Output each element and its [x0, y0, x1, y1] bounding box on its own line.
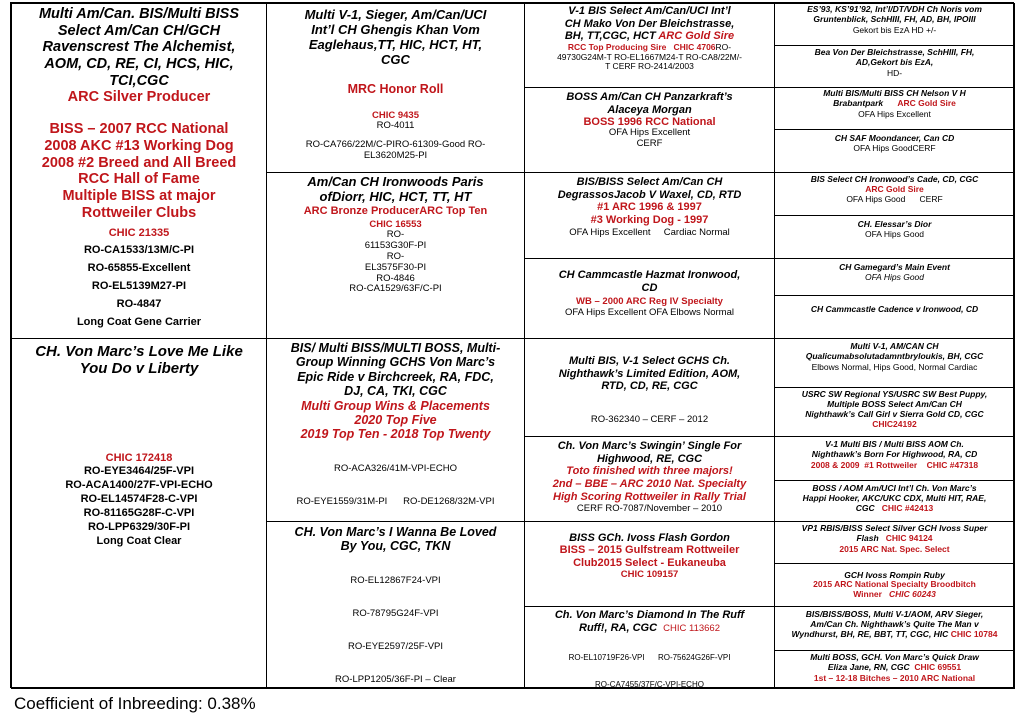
- gen4-cell-5: [774, 172, 1015, 216]
- dam-cell: [11, 338, 267, 689]
- gen3-5-health: RO-362340 – CERF – 2012: [590, 413, 709, 425]
- gen4-6-name: CH. Elessar’s Dior: [857, 219, 932, 229]
- gen3-8-name: Ch. Von Marc’s Diamond In The Ruff Ruff!, RA, CGC CHIC 113662: [554, 609, 745, 634]
- gen4-15-name: BIS/BISS/BOSS, Multi V-1/AOM, ARV Sieger, Am/Can Ch. Nighthawk’s Quite The Man v Wyndhurst, BH, RE, BBT, TT, CGC, HIC CHIC 10784: [791, 609, 998, 639]
- gen3-1-health: RCC Top Producing Sire CHIC 4706RO- 49730G24M-T RO-EL1667M24-T RO-CA8/22M/- T CERF RO-2414/2003: [557, 41, 742, 72]
- gen4-5-name: BIS Select CH Ironwood’s Cade, CD, CGC: [810, 174, 979, 184]
- gen4-16-chic: CHIC 69551: [914, 661, 962, 672]
- gen3-cell-7: [524, 521, 775, 607]
- gen4-7-name: CH Gamegard’s Main Event: [839, 262, 950, 272]
- gen3-cell-4: [524, 258, 775, 339]
- gen3-6-award: Toto finished with three majors! 2nd – BBE – ARC 2010 Nat. Specialty High Scoring Rottweiler in Rally Trial: [552, 465, 747, 503]
- gen2-3-wins: Multi Group Wins & Placements 2020 Top Five 2019 Top Ten - 2018 Top Twenty: [300, 398, 491, 442]
- gen2-1-honor: MRC Honor Roll: [347, 81, 444, 96]
- gen4-16-name: Multi BOSS, GCH. Von Marc’s Quick Draw Eliza Jane, RN, CGC CHIC 69551: [810, 652, 979, 672]
- gen2-2-health: RO- 61153G30F-PI RO- EL3575F30-PI RO-4846 RO-CA1529/63F/C-PI: [349, 228, 442, 295]
- gen3-7-name: BISS GCh. Ivoss Flash Gordon: [569, 532, 730, 544]
- gen4-6-health: OFA Hips Good: [864, 229, 925, 239]
- gen2-2-chic: CHIC 16553: [369, 218, 422, 230]
- gen3-4-award: WB – 2000 ARC Reg IV Specialty: [576, 296, 723, 308]
- gen4-3-health: OFA Hips Excellent: [858, 108, 931, 119]
- gen2-cell-1: [266, 3, 525, 173]
- gen4-cell-16: [774, 650, 1015, 689]
- gen4-12-chic: CHIC #42413: [881, 502, 934, 513]
- gen2-cell-3: [266, 338, 525, 522]
- gen3-1-award: ARC Gold Sire: [658, 30, 735, 43]
- gen3-cell-6: [524, 436, 775, 522]
- gen3-8-chic: CHIC 113662: [663, 622, 720, 634]
- gen4-cell-11: [774, 436, 1015, 481]
- gen3-8-health: RO-EL10719F26-VPI RO-75624G26F-VPI RO-CA7455/37F/C-VPI-ECHO: [568, 652, 731, 689]
- pedigree-table: [10, 2, 1014, 688]
- gen4-4-name: CH SAF Moondancer, Can CD: [834, 133, 955, 143]
- gen4-cell-1: [774, 3, 1015, 46]
- gen4-3-award: ARC Gold Sire: [897, 97, 956, 108]
- gen3-3-health: OFA Hips Excellent Cardiac Normal: [569, 226, 730, 238]
- gen3-2-health: OFA Hips Excellent CERF: [608, 127, 691, 150]
- gen3-4-name: CH Cammcastle Hazmat Ironwood, CD: [558, 269, 741, 294]
- gen4-13-award: 2015 ARC Nat. Spec. Select: [839, 543, 950, 554]
- gen2-4-name: CH. Von Marc’s I Wanna Be Loved By You, CGC, TKN: [294, 525, 497, 554]
- gen4-16-award: 1st – 12-18 Bitches – 2010 ARC National: [813, 672, 976, 683]
- gen4-cell-14: [774, 563, 1015, 607]
- sire-health: RO-CA1533/13M/C-PI RO-65855-Excellent RO-EL5139M27-PI RO-4847 Long Coat Gene Carrier: [76, 244, 202, 329]
- gen3-2-award: BOSS 1996 RCC National: [583, 116, 716, 129]
- gen3-cell-8: [524, 606, 775, 689]
- gen4-14-chic: CHIC 60243: [889, 588, 936, 599]
- gen4-1-health: Gekort bis EzA HD +/-: [852, 24, 937, 35]
- gen3-3-award: #1 ARC 1996 & 1997 #3 Working Dog - 1997: [590, 201, 709, 226]
- gen2-2-producer: ARC Bronze ProducerARC Top Ten: [303, 204, 488, 217]
- gen2-1-health: RO-4011 RO-CA766/22M/C-PIRO-61309-Good RO- EL3620M25-PI: [305, 119, 486, 161]
- gen4-2-name: Bea Von Der Bleichstrasse, SchHIII, FH, AD,Gekort bis EzA,: [814, 47, 975, 67]
- gen4-11-award: 2008 & 2009 #1 Rottweiler CHIC #47318: [810, 459, 979, 470]
- gen4-10-chic: CHIC24192: [872, 419, 917, 430]
- gen4-2-health: HD-: [886, 67, 903, 78]
- gen4-cell-7: [774, 258, 1015, 296]
- gen3-cell-3: [524, 172, 775, 259]
- gen4-10-name: USRC SW Regional YS/USRC SW Best Puppy, Multiple BOSS Select Am/Can CH Nighthawk’s Call Girl v Sierra Gold CD, CGC: [801, 389, 988, 419]
- gen4-11-name: V-1 Multi BIS / Multi BISS AOM Ch. Nighthawk’s Born For Highwood, RA, CD: [811, 439, 978, 459]
- sire-cell: [11, 3, 267, 339]
- gen4-8-name: CH Cammcastle Cadence v Ironwood, CD: [810, 304, 979, 314]
- gen2-1-chic: CHIC 9435: [372, 109, 419, 121]
- gen3-6-name: Ch. Von Marc’s Swingin’ Single For Highwood, RE, CGC: [557, 440, 742, 465]
- gen4-cell-12: [774, 480, 1015, 522]
- sire-name: Multi Am/Can. BIS/Multi BISS Select Am/Can CH/GCH Ravenscrest The Alchemist, AOM, CD, RE, CI, HCS, HIC, TCI,CGC: [38, 6, 240, 89]
- gen4-3-name: Multi BIS/Multi BISS CH Nelson V H Brabantpark ARC Gold Sire: [823, 88, 966, 108]
- gen4-5-health: OFA Hips Good CERF: [846, 194, 943, 204]
- gen2-cell-4: [266, 521, 525, 689]
- gen3-3-name: BIS/BISS Select Am/Can CH DegrassosJacob V Waxel, CD, RTD: [557, 176, 742, 201]
- gen4-cell-8: [774, 295, 1015, 339]
- gen4-14-name: GCH Ivoss Rompin Ruby: [844, 570, 945, 580]
- gen4-cell-9: [774, 338, 1015, 388]
- gen3-5-name: Multi BIS, V-1 Select GCHS Ch. Nighthawk’s Limited Edition, AOM, RTD, CD, RE, CGC: [558, 355, 741, 393]
- gen2-4-health: RO-EL12867F24-VPI RO-78795G24F-VPI RO-EYE2597/25F-VPI RO-LPP1205/36F-PI – Clear: [335, 574, 456, 685]
- dam-name: CH. Von Marc’s Love Me Like You Do v Liberty: [35, 343, 243, 378]
- gen2-cell-2: [266, 172, 525, 339]
- gen4-9-name: Multi V-1, AM/CAN CH Qualicumabsolutadamntbryloukis, BH, CGC: [805, 341, 984, 361]
- sire-producer: ARC Silver Producer: [67, 89, 211, 106]
- gen4-cell-10: [774, 387, 1015, 437]
- coefficient-of-inbreeding: Coefficient of Inbreeding: 0.38%: [14, 694, 256, 713]
- gen3-7-chic: CHIC 109157: [620, 569, 679, 581]
- gen3-1-name: V-1 BIS Select Am/Can/UCI Int’l CH Mako Von Der Bleichstrasse, BH, TT,CGC, HCT ARC Gold Sire: [564, 5, 735, 43]
- gen4-cell-3: [774, 87, 1015, 130]
- dam-health: RO-EYE3464/25F-VPI RO-ACA1400/27F-VPI-ECHO RO-EL14574F28-C-VPI RO-81165G28F-C-VPI RO-LPP6329/30F-PI Long Coat Clear: [65, 464, 213, 547]
- gen3-6-health: CERF RO-7087/November – 2010: [576, 503, 723, 515]
- gen4-13-chic: CHIC 94124: [885, 532, 933, 543]
- gen2-2-name: Am/Can CH Ironwoods Paris ofDiorr, HIC, HCT, TT, HT: [307, 174, 484, 204]
- gen4-15-chic: CHIC 10784: [950, 628, 998, 639]
- gen4-14-award: 2015 ARC National Specialty Broodbitch Winner CHIC 60243: [813, 579, 976, 599]
- gen4-13-name: VP1 RBIS/BISS Select Silver GCH Ivoss Super Flash CHIC 94124: [801, 523, 988, 543]
- gen4-cell-6: [774, 215, 1015, 259]
- gen3-cell-1: [524, 3, 775, 88]
- dam-chic: CHIC 172418: [105, 451, 173, 464]
- gen4-12-name: BOSS / AOM Am/UCI Int’l Ch. Von Marc’s Happi Hooker, AKC/UKC CDX, Multi HIT, RAE, CGC CHIC #42413: [802, 483, 987, 513]
- gen4-9-health: Elbows Normal, Hips Good, Normal Cardiac: [811, 361, 978, 372]
- gen3-4-health: OFA Hips Excellent OFA Elbows Normal: [565, 307, 734, 319]
- gen2-3-health: RO-ACA326/41M-VPI-ECHO RO-EYE1559/31M-PI RO-DE1268/32M-VPI: [296, 462, 495, 507]
- gen2-1-name: Multi V-1, Sieger, Am/Can/UCI Int’l CH Ghengis Khan Vom Eaglehaus,TT, HIC, HCT, HT, CGC: [304, 7, 487, 67]
- sire-titles: BISS – 2007 RCC National 2008 AKC #13 Working Dog 2008 #2 Breed and All Breed RCC Hall of Fame Multiple BISS at major Rottweiler Clubs: [41, 121, 237, 221]
- gen2-3-name: BIS/ Multi BISS/MULTI BOSS, Multi- Group Winning GCHS Von Marc’s Epic Ride v Birchcreek, RA, FDC, DJ, CA, TKI, CGC: [290, 341, 501, 399]
- sire-chic: CHIC 21335: [108, 227, 170, 240]
- gen4-cell-2: [774, 45, 1015, 88]
- gen3-2-name: BOSS Am/Can CH Panzarkraft’s Alaceya Morgan: [566, 91, 733, 116]
- gen3-cell-2: [524, 87, 775, 173]
- gen4-cell-15: [774, 606, 1015, 651]
- gen3-cell-5: [524, 338, 775, 437]
- gen4-cell-13: [774, 521, 1015, 564]
- gen3-7-award: BISS – 2015 Gulfstream Rottweiler Club2015 Select - Eukaneuba: [559, 544, 740, 569]
- gen4-4-health: OFA Hips GoodCERF: [853, 143, 936, 153]
- gen4-5-award: ARC Gold Sire: [865, 184, 924, 194]
- gen4-7-health: OFA Hips Good: [864, 272, 925, 282]
- gen4-cell-4: [774, 129, 1015, 173]
- gen4-1-name: ES’93, KS’91’92, Int’l/DT/VDH Ch Noris vom Gruntenblick, SchHIII, FH, AD, BH, IPOIII: [807, 4, 982, 24]
